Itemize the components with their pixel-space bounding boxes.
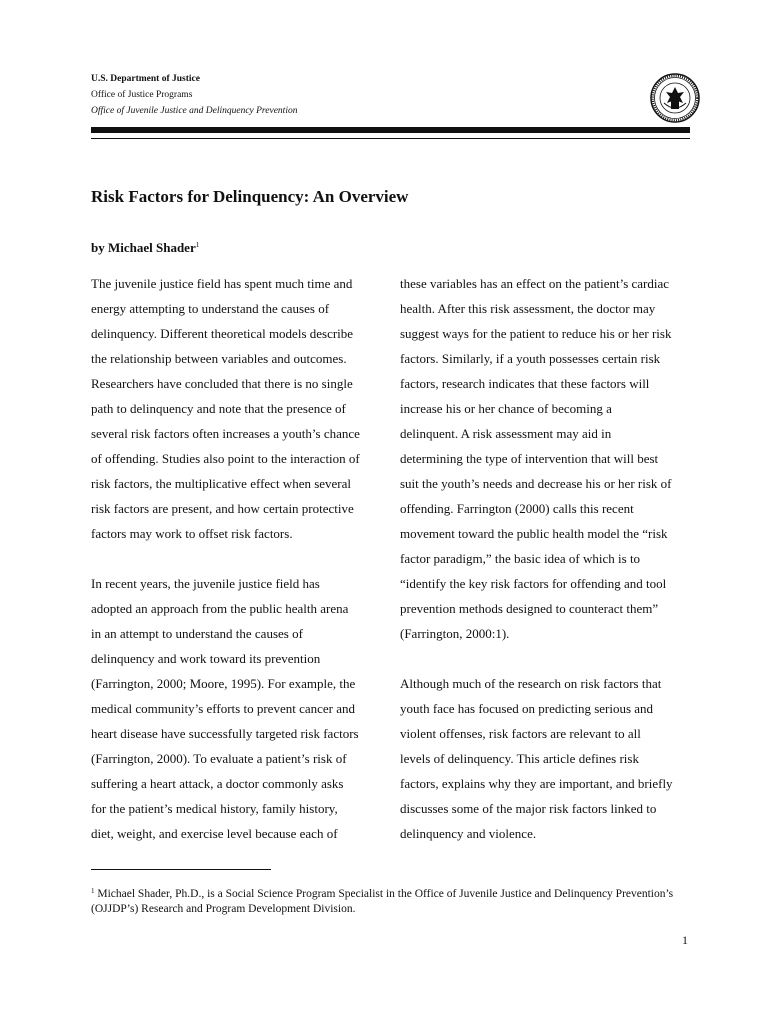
text-line: risk factors are present, and how certain protective [91, 501, 354, 516]
text-line: in an attempt to understand the causes of [91, 626, 303, 641]
text-line: Although much of the research on risk factors that [400, 676, 662, 691]
header-rule-thick [91, 127, 690, 133]
text-line: determining the type of intervention that will best [400, 451, 659, 466]
text-line: discusses some of the major risk factors linked to [400, 801, 657, 816]
page-number: 1 [682, 933, 688, 947]
text-line: these variables has an effect on the patient’s cardiac [400, 276, 670, 291]
text-line: factors. Similarly, if a youth possesses certain risk [400, 351, 661, 366]
text-line: In recent years, the juvenile justice field has [91, 576, 320, 591]
byline-footnote-marker: 1 [195, 240, 200, 249]
text-line: delinquency and work toward its prevention [91, 651, 321, 666]
doj-seal-icon [650, 73, 700, 123]
text-line: Researchers have concluded that there is no single [91, 376, 353, 391]
text-line: health. After this risk assessment, the doctor may [400, 301, 656, 316]
text-line: factor paradigm,” the basic idea of which is to [400, 551, 641, 566]
sub-office-name: Office of Juvenile Justice and Delinquency Prevention [91, 106, 298, 116]
text-line: (Farrington, 2000; Moore, 1995). For example, the [91, 676, 356, 691]
office-name: Office of Justice Programs [91, 90, 193, 100]
text-line: delinquency and violence. [400, 826, 537, 841]
footnote-separator [91, 869, 271, 870]
left-column [91, 271, 391, 846]
text-line: delinquency. Different theoretical models describe [91, 326, 354, 341]
text-line: youth face has focused on predicting serious and [400, 701, 654, 716]
text-line: factors may work to offset risk factors. [91, 526, 293, 541]
text-line: suggest ways for the patient to reduce his or her risk [400, 326, 672, 341]
text-line: medical community’s efforts to prevent cancer and [91, 701, 355, 716]
footnote-text: Michael Shader, Ph.D., is a Social Science Program Specialist in the Office of Juvenile Justice and Delinquency Prevention’s (OJJDP’s) Research and Program Development Division. [91, 888, 674, 915]
text-line: of offending. Studies also point to the interaction of [91, 451, 360, 466]
text-line: levels of delinquency. This article defines risk [400, 751, 639, 766]
footnote [91, 884, 691, 917]
text-line: (Farrington, 2000:1). [400, 626, 510, 641]
text-line: factors, research indicates that these factors will [400, 376, 650, 391]
author-name: by Michael Shader [91, 240, 196, 255]
text-line: movement toward the public health model the “risk [400, 526, 668, 541]
text-line: suit the youth’s needs and decrease his or her risk of [400, 476, 672, 491]
page-title: Risk Factors for Delinquency: An Overview [91, 187, 409, 206]
text-line: delinquent. A risk assessment may aid in [400, 426, 612, 441]
text-line: adopted an approach from the public health arena [91, 601, 349, 616]
text-line: increase his or her chance of becoming a [400, 401, 612, 416]
text-line: several risk factors often increases a youth’s chance [91, 426, 360, 441]
right-column [400, 271, 700, 846]
text-line: suffering a heart attack, a doctor commonly asks [91, 776, 344, 791]
text-line: the relationship between variables and outcomes. [91, 351, 347, 366]
text-line: The juvenile justice field has spent much time and [91, 276, 353, 291]
document-header [91, 71, 297, 119]
text-line: prevention methods designed to counteract them” [400, 601, 659, 616]
byline [91, 235, 199, 258]
text-line: heart disease have successfully targeted risk factors [91, 726, 359, 741]
paragraph-gap [91, 546, 391, 571]
text-line: diet, weight, and exercise level because each of [91, 826, 338, 841]
header-rule-thin [91, 138, 690, 139]
paragraph-gap [400, 646, 700, 671]
text-line: energy attempting to understand the causes of [91, 301, 330, 316]
text-line: factors, explains why they are important, and briefly [400, 776, 673, 791]
text-line: risk factors, the multiplicative effect when several [91, 476, 352, 491]
text-line: path to delinquency and note that the presence of [91, 401, 346, 416]
agency-name: U.S. Department of Justice [91, 74, 200, 84]
text-line: violent offenses, risk factors are relevant to all [400, 726, 641, 741]
text-line: (Farrington, 2000). To evaluate a patient’s risk of [91, 751, 347, 766]
footnote-marker: 1 [91, 887, 95, 895]
text-line: offending. Farrington (2000) calls this recent [400, 501, 634, 516]
text-line: for the patient’s medical history, family history, [91, 801, 338, 816]
text-line: “identify the key risk factors for offending and tool [400, 576, 667, 591]
